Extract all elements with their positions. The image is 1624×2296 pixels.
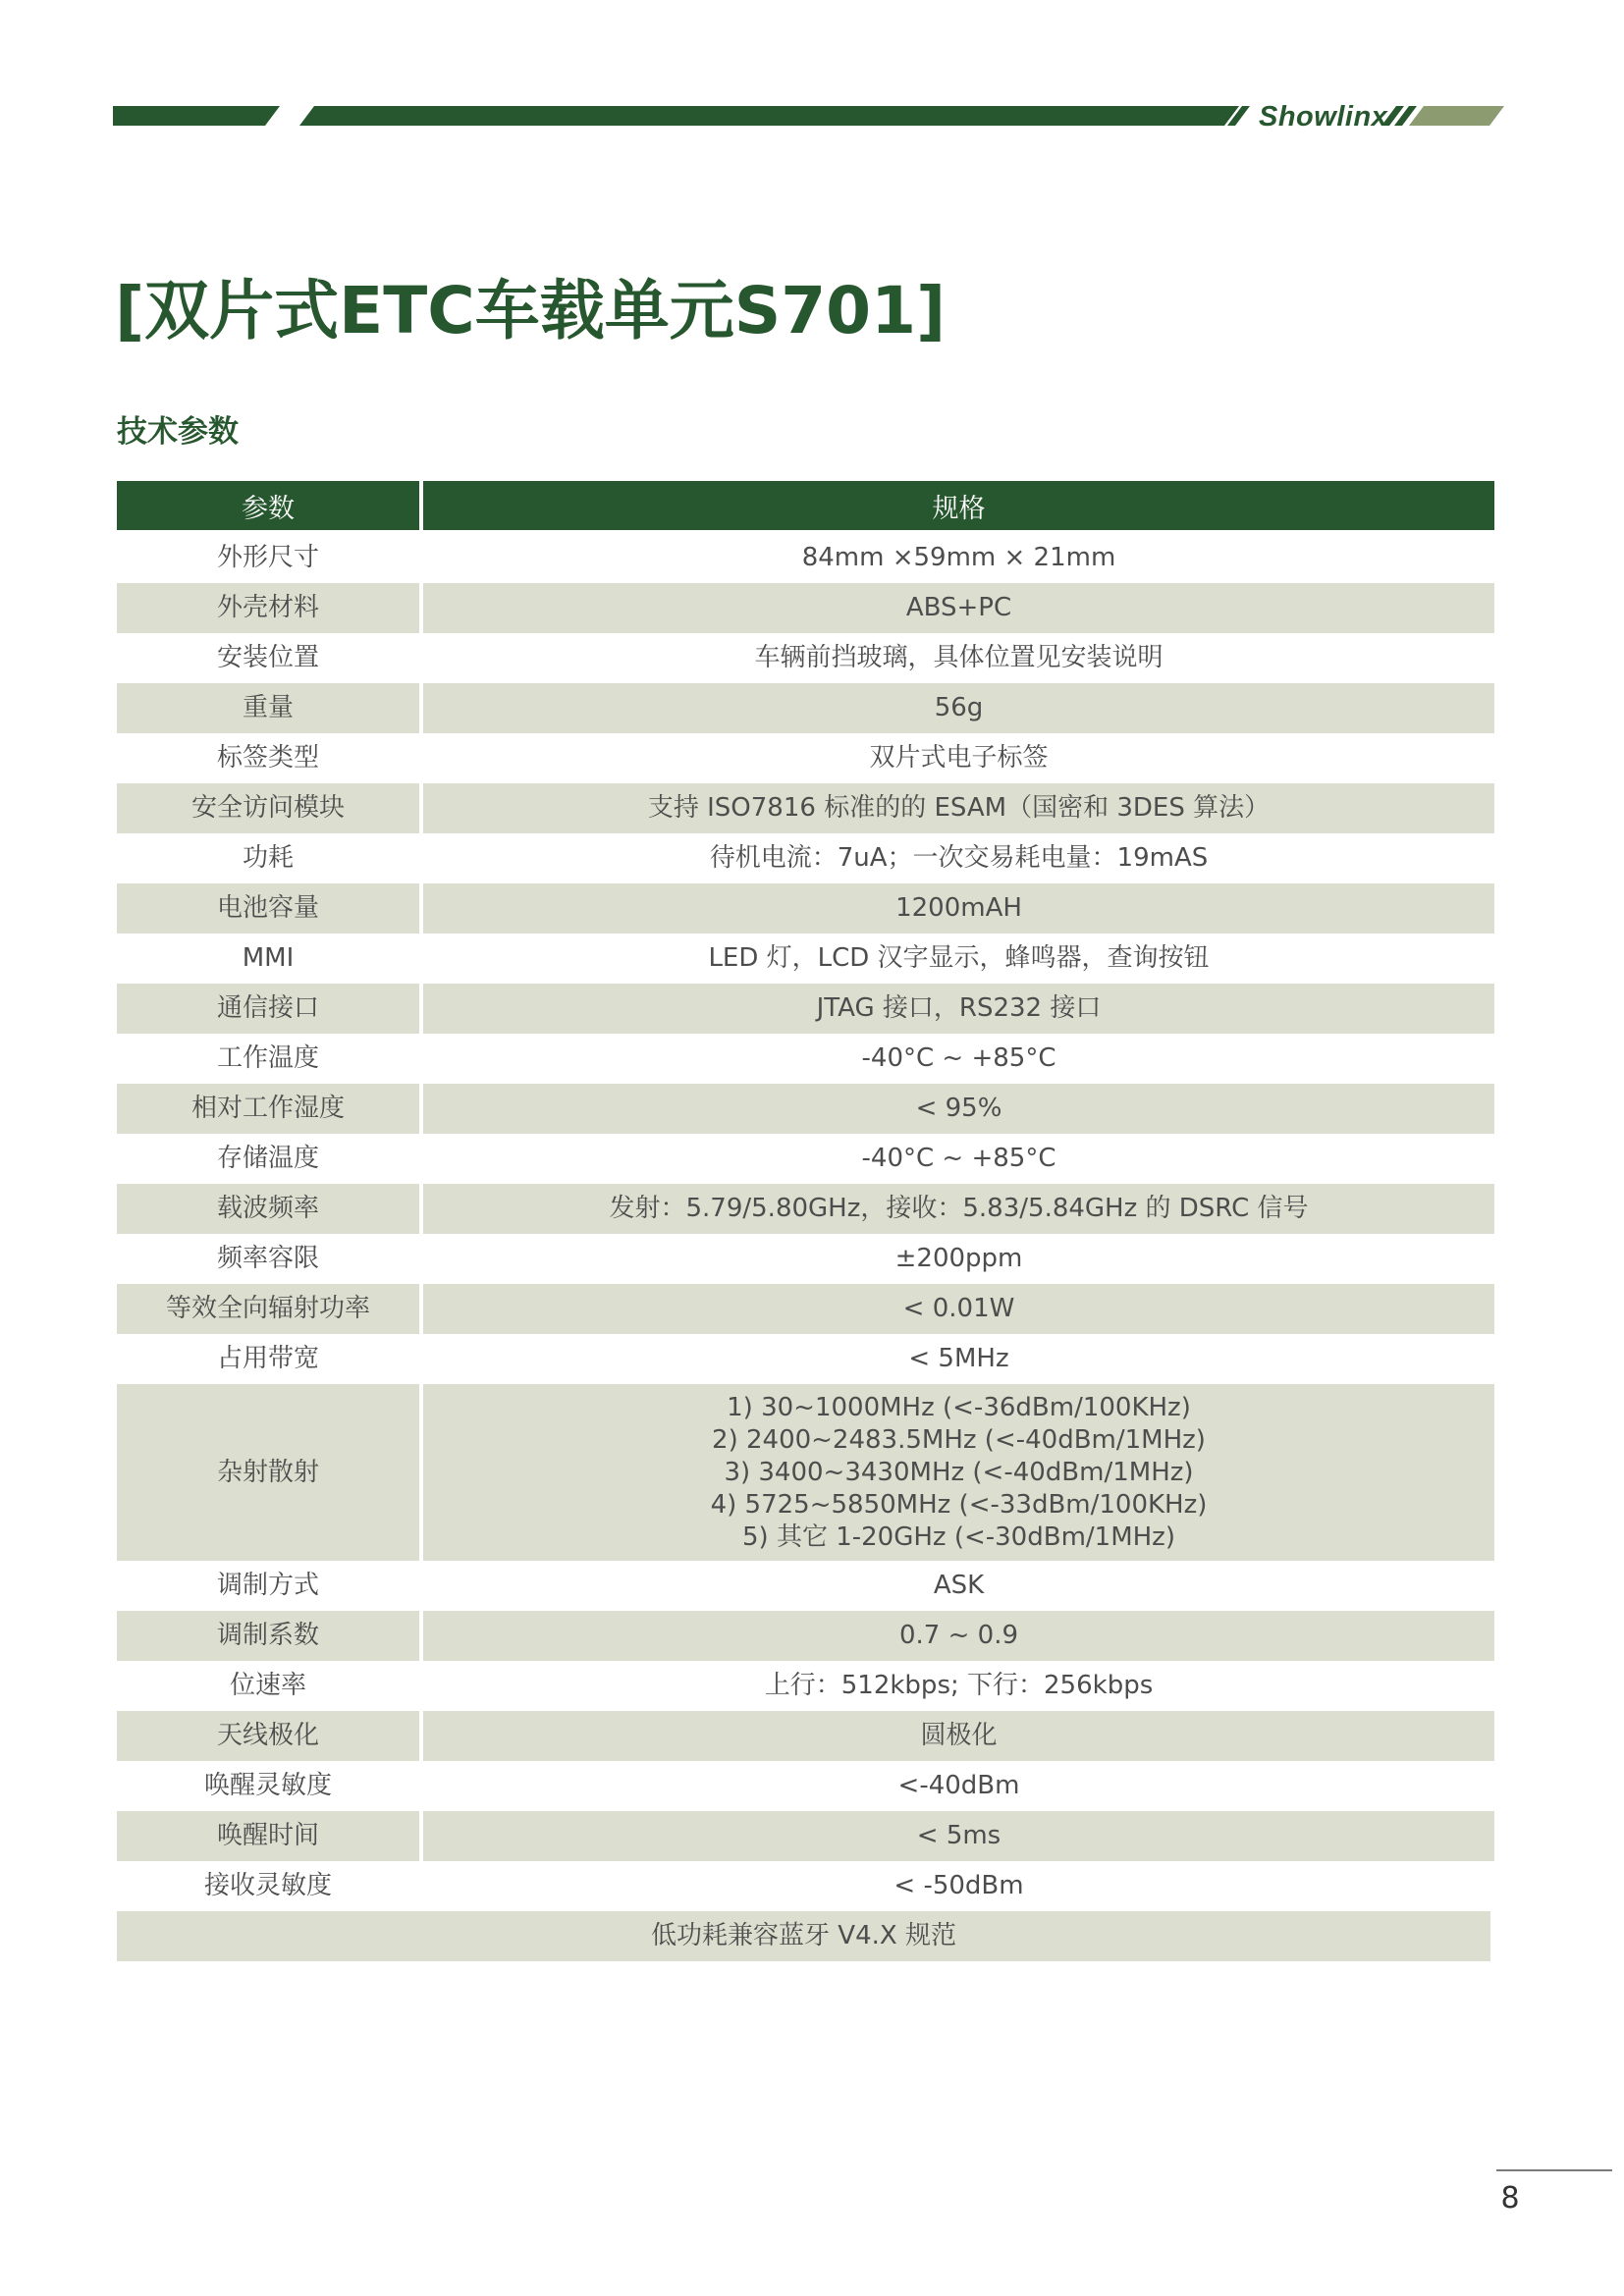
- table-row: [117, 633, 1494, 683]
- table-header-row: [117, 481, 1494, 533]
- param-cell: 调制方式: [117, 1561, 423, 1611]
- table-row: [117, 1034, 1494, 1084]
- param-cell: 电池容量: [117, 883, 423, 934]
- param-cell: 位速率: [117, 1661, 423, 1711]
- brand-logo: Showlinx: [1259, 101, 1388, 133]
- table-row: [117, 883, 1494, 934]
- spec-cell: < 5ms: [423, 1811, 1494, 1861]
- spec-cell: 56g: [423, 683, 1494, 733]
- spurious-line: 5) 其它 1-20GHz (<-30dBm/1MHz): [742, 1522, 1175, 1552]
- table-row: [117, 984, 1494, 1034]
- spec-cell: 84mm ×59mm × 21mm: [801, 543, 1116, 572]
- table-row: [117, 1611, 1494, 1661]
- table-row-footer: [117, 1911, 1494, 1961]
- param-cell: 安装位置: [117, 633, 423, 683]
- table-row: [117, 1811, 1494, 1861]
- spec-cell: 圆极化: [423, 1711, 1494, 1761]
- param-cell: 载波频率: [117, 1184, 423, 1234]
- page-title: [双片式ETC车载单元S701]: [115, 273, 947, 348]
- table-row: [117, 1284, 1494, 1334]
- header-stripe-left: [113, 106, 280, 126]
- header-spec: 规格: [423, 481, 1494, 533]
- param-cell: 通信接口: [117, 984, 423, 1034]
- table-row: [117, 533, 1494, 583]
- param-cell: 外形尺寸: [117, 533, 423, 583]
- spec-cell: 1200mAH: [423, 883, 1494, 934]
- table-row: [117, 1661, 1494, 1711]
- spec-cell: <-40dBm: [897, 1771, 1020, 1800]
- spurious-line: 4) 5725~5850MHz (<-33dBm/100KHz): [710, 1489, 1208, 1520]
- spec-table: [117, 481, 1494, 1961]
- param-cell: 安全访问模块: [117, 783, 423, 833]
- spec-cell: < 95%: [423, 1084, 1494, 1134]
- spurious-line: 1) 30~1000MHz (<-36dBm/100KHz): [727, 1392, 1191, 1422]
- param-cell: MMI: [117, 934, 423, 984]
- table-row: [117, 1761, 1494, 1811]
- param-cell: 天线极化: [117, 1711, 423, 1761]
- spec-cell: 车辆前挡玻璃，具体位置见安装说明: [754, 643, 1164, 672]
- spurious-line: 2) 2400~2483.5MHz (<-40dBm/1MHz): [712, 1424, 1206, 1455]
- table-row: [117, 1711, 1494, 1761]
- spec-cell: 0.7 ~ 0.9: [423, 1611, 1494, 1661]
- param-cell: 调制系数: [117, 1611, 423, 1661]
- param-cell: 杂射散射: [117, 1384, 423, 1561]
- param-cell: 唤醒时间: [117, 1811, 423, 1861]
- param-cell: 唤醒灵敏度: [117, 1761, 423, 1811]
- table-row: [117, 1134, 1494, 1184]
- spec-cell: < -50dBm: [893, 1871, 1024, 1900]
- param-cell: 工作温度: [117, 1034, 423, 1084]
- header-stripe-main: [299, 106, 1239, 126]
- spec-cell: ASK: [933, 1571, 985, 1600]
- param-cell: 接收灵敏度: [117, 1861, 423, 1911]
- table-row: [117, 833, 1494, 883]
- table-row: [117, 1334, 1494, 1384]
- table-row: [117, 934, 1494, 984]
- spec-cell: ABS+PC: [423, 583, 1494, 633]
- param-cell: 功耗: [117, 833, 423, 883]
- param-cell: 占用带宽: [117, 1334, 423, 1384]
- table-row: [117, 1084, 1494, 1134]
- spec-cell: < 0.01W: [423, 1284, 1494, 1334]
- header-param: 参数: [117, 481, 423, 533]
- spec-cell: 上行：512kbps; 下行：256kbps: [764, 1671, 1154, 1700]
- table-row: [117, 583, 1494, 633]
- spec-cell: < 5MHz: [908, 1344, 1009, 1373]
- table-row-spurious: [117, 1384, 1494, 1561]
- table-row: [117, 1561, 1494, 1611]
- spec-cell: 发射：5.79/5.80GHz，接收：5.83/5.84GHz 的 DSRC 信号: [423, 1184, 1494, 1234]
- table-row: [117, 1234, 1494, 1284]
- footer-divider: [1496, 2169, 1612, 2171]
- spec-cell: 支持 ISO7816 标准的的 ESAM（国密和 3DES 算法）: [423, 783, 1494, 833]
- spec-cell: 待机电流：7uA；一次交易耗电量：19mAS: [709, 843, 1209, 873]
- header-stripe-right: [1409, 106, 1504, 126]
- param-cell: 外壳材料: [117, 583, 423, 633]
- table-row: [117, 783, 1494, 833]
- footer-spec-cell: 低功耗兼容蓝牙 V4.X 规范: [117, 1911, 1494, 1961]
- param-cell: 相对工作湿度: [117, 1084, 423, 1134]
- param-cell: 重量: [117, 683, 423, 733]
- spec-cell: LED 灯，LCD 汉字显示，蜂鸣器，查询按钮: [708, 943, 1210, 973]
- spec-cell: JTAG 接口，RS232 接口: [423, 984, 1494, 1034]
- spec-cell: -40°C ~ +85°C: [861, 1144, 1056, 1173]
- spec-cell-multiline: [423, 1384, 1494, 1561]
- spec-cell: -40°C ~ +85°C: [861, 1043, 1056, 1073]
- table-row: [117, 1861, 1494, 1911]
- param-cell: 等效全向辐射功率: [117, 1284, 423, 1334]
- table-row: [117, 683, 1494, 733]
- table-row: [117, 733, 1494, 783]
- section-title: 技术参数: [117, 414, 239, 450]
- table-row: [117, 1184, 1494, 1234]
- param-cell: 存储温度: [117, 1134, 423, 1184]
- page-number: 8: [1500, 2181, 1520, 2216]
- spec-cell: ±200ppm: [894, 1244, 1023, 1273]
- spurious-line: 3) 3400~3430MHz (<-40dBm/1MHz): [724, 1457, 1194, 1487]
- param-cell: 频率容限: [117, 1234, 423, 1284]
- spec-cell: 双片式电子标签: [869, 743, 1049, 773]
- param-cell: 标签类型: [117, 733, 423, 783]
